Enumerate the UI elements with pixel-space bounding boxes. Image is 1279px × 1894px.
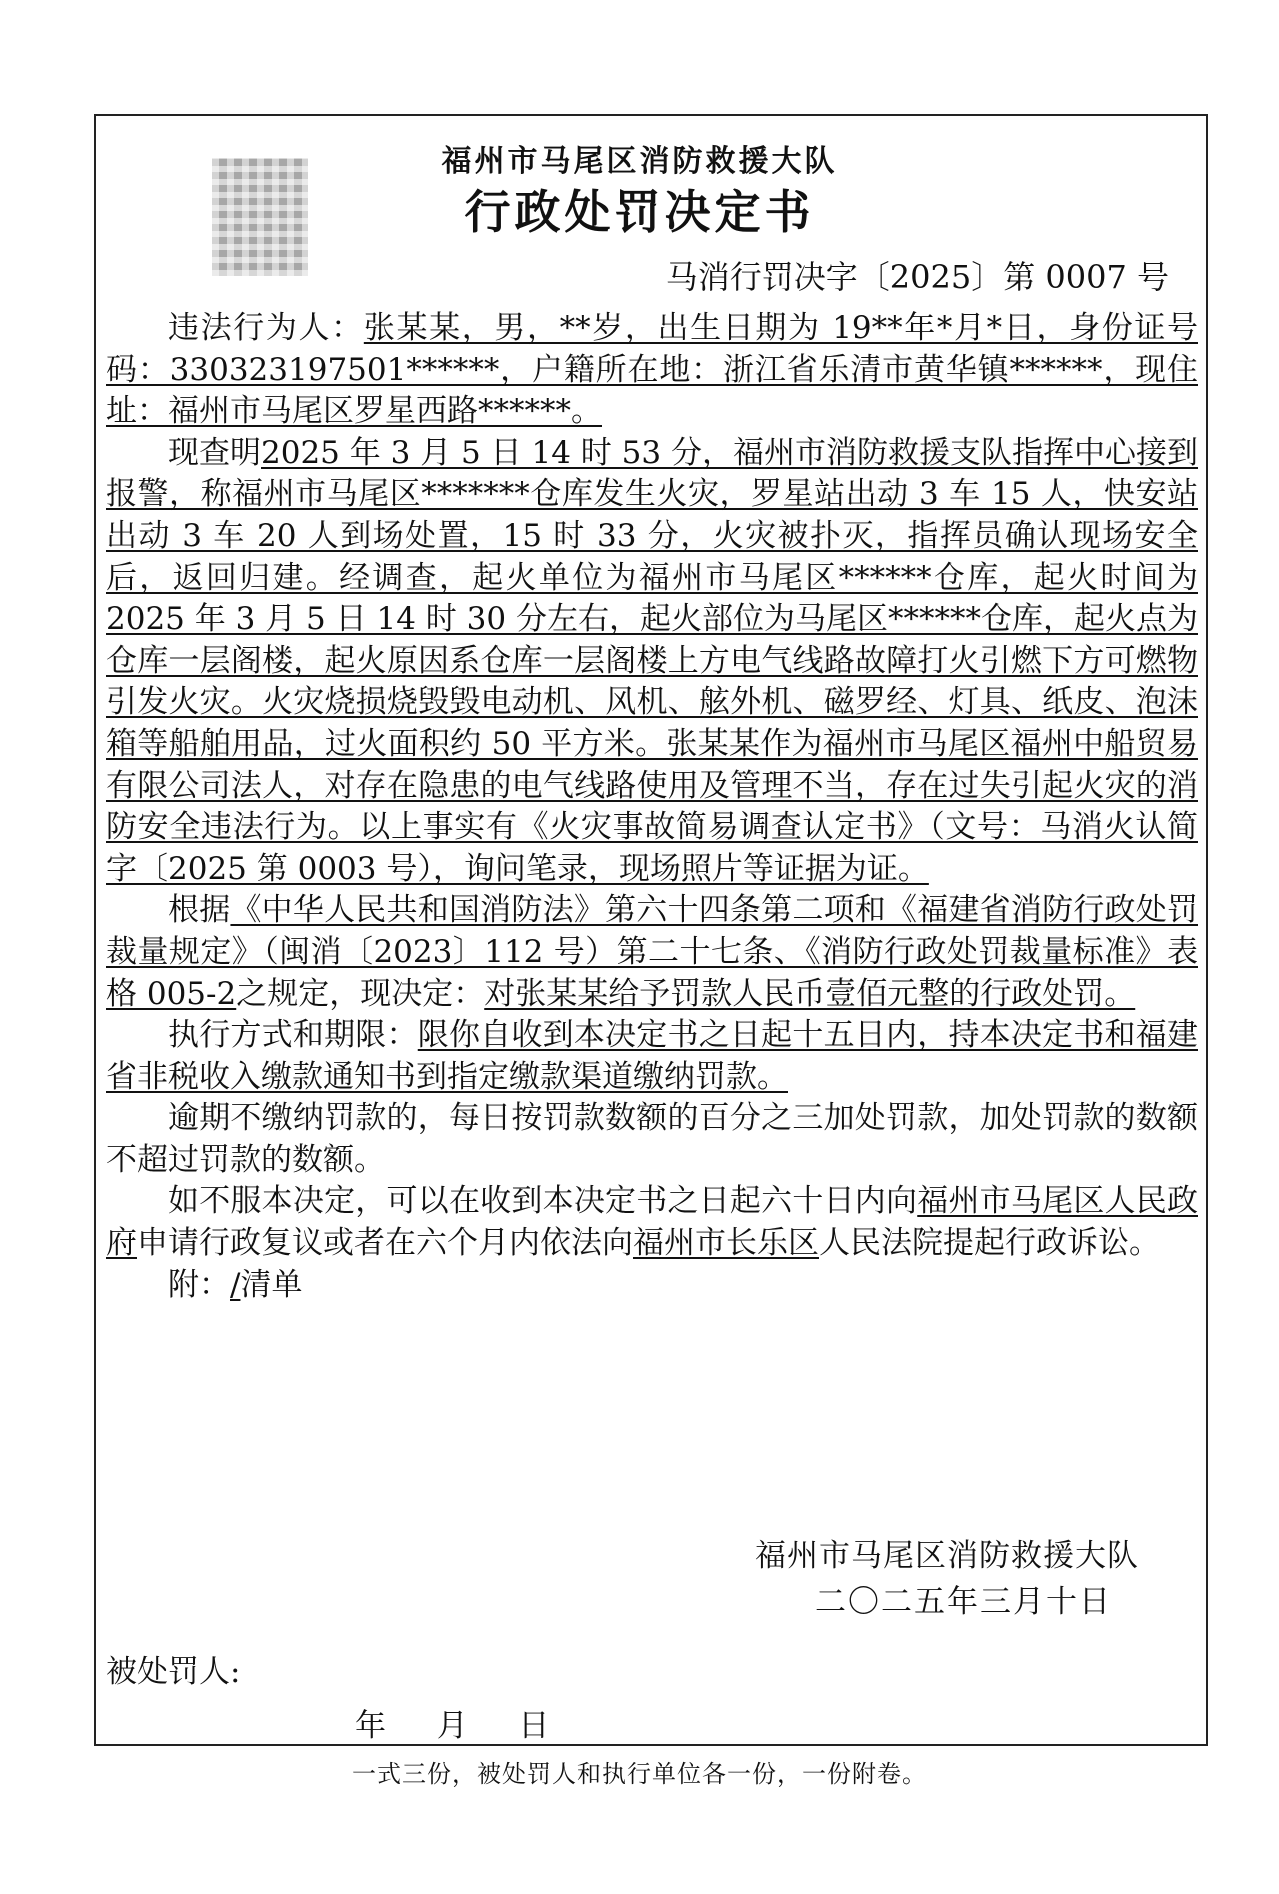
appeal-gov: 福州市马尾区人民政府 (106, 1183, 1198, 1262)
basis-mid: 之规定，现决定： (236, 975, 485, 1012)
recipient-label: 被处罚人: (106, 1654, 241, 1690)
attachment-label: 附： (168, 1266, 230, 1303)
signature-org: 福州市马尾区消防救援大队 (755, 1538, 1139, 1574)
document-body (106, 308, 1198, 1306)
execution-text: 限你自收到本决定书之日起十五日内，持本决定书和福建省非税收入缴款通知书到指定缴款渠道缴纳罚款。 (106, 1017, 1198, 1095)
attachment-paragraph (106, 1265, 1198, 1307)
basis-paragraph (106, 890, 1198, 1015)
decision-text: 对张某某给予罚款人民币壹佰元整的行政处罚。 (484, 975, 1136, 1012)
execution-paragraph (106, 1015, 1198, 1098)
footnote: 一式三份，被处罚人和执行单位各一份，一份附卷。 (352, 1760, 927, 1788)
document-title: 行政处罚决定书 (464, 185, 815, 239)
appeal-paragraph (106, 1181, 1198, 1264)
appeal-p2: 申请行政复议或者在六个月内依法向 (137, 1225, 633, 1262)
basis-law: 《中华人民共和国消防法》第六十四条第二项和《福建省消防行政处罚裁量规定》（闽消〔2023〕112 号）第二十七条、《消防行政处罚裁量标准》表格 005-2 (106, 892, 1198, 1012)
facts-paragraph (106, 433, 1198, 891)
facts-lead: 现查明 (168, 434, 262, 471)
issuing-org: 福州市马尾区消防救援大队 (441, 144, 838, 179)
appeal-p3: 人民法院提起行政诉讼。 (819, 1225, 1160, 1262)
attachment-mark: / (230, 1266, 241, 1303)
appeal-court: 福州市长乐区 (633, 1225, 819, 1262)
appeal-p1: 如不服本决定，可以在收到本决定书之日起六十日内向 (168, 1183, 918, 1220)
facts-text: 2025 年 3 月 5 日 14 时 53 分，福州市消防救援支队指挥中心接到报警，称福州市马尾区*******仓库发生火灾，罗星站出动 3 车 15 人，快安站出动 3 车 20 人到场处置，15 时 33 分，火灾被扑灭，指挥员确认现场安全后，返回归建。经调查，起火单位为福州市马尾区******仓库，起火时间为 2025 年 3 月 5 日 14 时 30 分左右，起火部位为马尾区******仓库，起火点为仓库一层阁楼，起火原因系仓库一层阁楼上方电气线路故障打火引燃下方可燃物引发火灾。火灾烧损烧毁毁电动机、风机、舷外机、磁罗经、灯具、纸皮、泡沫箱等船舶用品，过火面积约 50 平方米。张某某作为福州市马尾区福州中船贸易有限公司法人，对存在隐患的电气线路使用及管理不当，存在过失引起火灾的消防安全违法行为。以上事实有《火灾事故简易调查认定书》（文号：马消火认简字〔2025 第 0003 号），询问笔录，现场照片等证据为证。 (106, 434, 1199, 887)
document-number: 马消行罚决字〔2025〕第 0007 号 (665, 258, 1169, 296)
signature-date: 二〇二五年三月十日 (815, 1584, 1112, 1620)
recipient-date-line: 年 月 日 (355, 1708, 550, 1744)
execution-label: 执行方式和期限： (168, 1017, 418, 1054)
party-label: 违法行为人： (168, 310, 364, 346)
party-paragraph (106, 308, 1198, 433)
basis-lead: 根据 (168, 892, 231, 929)
attachment-item: 清单 (240, 1266, 303, 1303)
party-info: 张某某，男，**岁，出生日期为 19**年*月*日，身份证号码：330323197501******，户籍所在地：浙江省乐清市黄华镇******，现住址：福州市马尾区罗星西路******。 (106, 310, 1198, 430)
overdue-paragraph: 逾期不缴纳罚款的，每日按罚款数额的百分之三加处罚款，加处罚款的数额不超过罚款的数额。 (106, 1100, 1198, 1178)
